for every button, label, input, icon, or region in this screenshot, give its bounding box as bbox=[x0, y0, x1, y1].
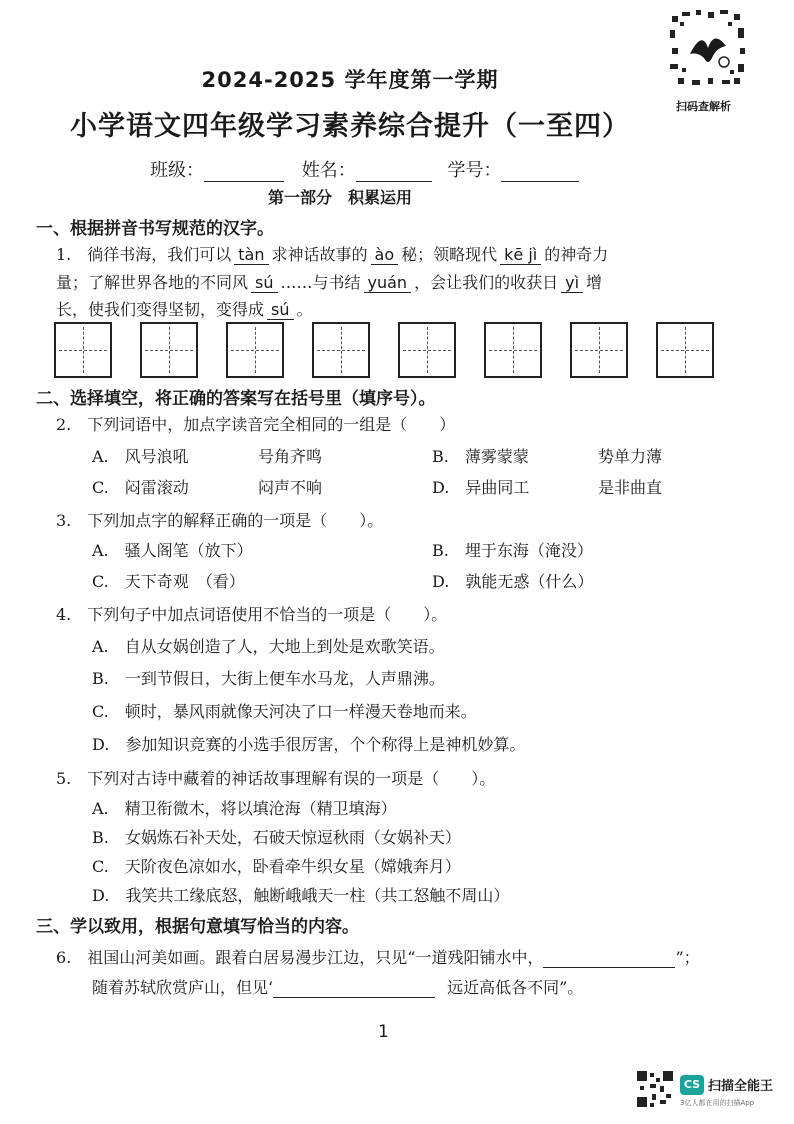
q3-option-b: B. 埋于东海（淹没） bbox=[432, 541, 593, 560]
pinyin-blank: sú bbox=[251, 273, 277, 293]
writing-box[interactable] bbox=[226, 322, 284, 378]
pinyin-blank: tàn bbox=[234, 245, 268, 265]
q2-option-b2: 势单力薄 bbox=[598, 447, 663, 466]
name-label: 姓名： bbox=[301, 160, 356, 181]
q1-text: 的神奇力 bbox=[544, 245, 609, 264]
q1-text: ……与书结 bbox=[280, 273, 361, 292]
id-label: 学号： bbox=[447, 160, 502, 181]
q4-option-a: A. 自从女娲创造了人，大地上到处是欢歌笑语。 bbox=[92, 637, 445, 656]
section-1-heading: 一、根据拼音书写规范的汉字。 bbox=[36, 219, 274, 239]
q6-text: 6. 祖国山河美如画。跟着白居易漫步江边，只见“一道残阳铺水中， bbox=[56, 948, 544, 967]
part-heading: 第一部分 积累运用 bbox=[267, 188, 412, 207]
q3-option-d: D. 孰能无惑（什么） bbox=[432, 572, 594, 591]
pinyin-blank: yì bbox=[561, 273, 583, 293]
q4-option-d: D. 参加知识竞赛的小选手很厉害，个个称得上是神机妙算。 bbox=[92, 735, 526, 754]
page-title: 小学语文四年级学习素养综合提升（一至四） bbox=[70, 111, 630, 142]
term-heading: 2024-2025 学年度第一学期 bbox=[201, 68, 499, 92]
q1-text: 求神话故事的 bbox=[271, 245, 368, 264]
writing-box[interactable] bbox=[484, 322, 542, 378]
q2-option-d1: D. 异曲同工 bbox=[432, 478, 530, 497]
writing-box[interactable] bbox=[398, 322, 456, 378]
section-3-heading: 三、学以致用，根据句意填写恰当的内容。 bbox=[36, 917, 359, 937]
q2-option-a2: 号角齐鸣 bbox=[258, 447, 323, 466]
q1-line-1 bbox=[56, 242, 608, 265]
q5-option-b: B. 女娲炼石补天处，石破天惊逗秋雨（女娲补天） bbox=[92, 828, 461, 847]
writing-box[interactable] bbox=[54, 322, 112, 378]
id-blank[interactable] bbox=[501, 181, 579, 182]
q1-text: 长，使我们变得坚韧，变得成 bbox=[56, 300, 265, 319]
q4-option-b: B. 一到节假日，大街上便车水马龙，人声鼎沸。 bbox=[92, 669, 445, 688]
scanner-app-name: 扫描全能王 bbox=[708, 1079, 774, 1094]
q6-answer-blank-2[interactable] bbox=[273, 979, 435, 998]
q1-line-2 bbox=[56, 270, 602, 293]
name-blank[interactable] bbox=[356, 181, 432, 182]
q1-text: 秘；领略现代 bbox=[401, 245, 498, 264]
writing-box[interactable] bbox=[570, 322, 628, 378]
q5-option-a: A. 精卫衔微木，将以填沧海（精卫填海） bbox=[92, 799, 397, 818]
q1-line-3 bbox=[56, 297, 313, 320]
q5-stem: 5. 下列对古诗中藏着的神话故事理解有误的一项是（ ）。 bbox=[56, 769, 496, 788]
q4-option-c: C. 顿时，暴风雨就像天河决了口一样漫天卷地而来。 bbox=[92, 702, 477, 721]
q6-text: 随着苏轼欣赏庐山，但见‘ bbox=[92, 978, 274, 997]
writing-box[interactable] bbox=[656, 322, 714, 378]
page-number: 1 bbox=[378, 1022, 389, 1042]
q6-text: ”； bbox=[675, 948, 700, 967]
q1-text: 。 bbox=[296, 300, 313, 319]
writing-box[interactable] bbox=[140, 322, 198, 378]
q3-option-a: A. 骚人阁笔（放下） bbox=[92, 541, 253, 560]
q6-answer-blank-1[interactable] bbox=[543, 949, 675, 968]
pinyin-blank: sú bbox=[267, 300, 293, 320]
q2-stem: 2. 下列词语中，加点字读音完全相同的一组是（ ） bbox=[56, 415, 456, 434]
q5-option-d: D. 我笑共工缘底怒，触断峨峨天一柱（共工怒触不周山） bbox=[92, 886, 510, 905]
q2-option-b1: B. 薄雾蒙蒙 bbox=[432, 447, 529, 466]
qr-caption: 扫码查解析 bbox=[676, 100, 731, 113]
q2-option-d2: 是非曲直 bbox=[598, 478, 663, 497]
q6-line-2 bbox=[92, 975, 583, 998]
q2-option-c1: C. 闷雷滚动 bbox=[92, 478, 189, 497]
q2-option-a1: A. 风号浪吼 bbox=[92, 447, 189, 466]
q1-text: 增 bbox=[586, 273, 603, 292]
pinyin-blank: kē jì bbox=[500, 245, 541, 265]
q3-stem: 3. 下列加点字的解释正确的一项是（ ）。 bbox=[56, 511, 384, 530]
class-label: 班级： bbox=[150, 160, 204, 181]
scanner-tagline: 3亿人都在用的扫描App bbox=[680, 1099, 755, 1107]
writing-box[interactable] bbox=[312, 322, 370, 378]
q2-option-c2: 闷声不响 bbox=[258, 478, 323, 497]
q1-text: 量；了解世界各地的不同风 bbox=[56, 273, 249, 292]
pinyin-blank: ào bbox=[371, 245, 399, 265]
q3-option-c: C. 天下奇观 （看） bbox=[92, 572, 245, 591]
q6-line-1 bbox=[56, 945, 700, 968]
class-blank[interactable] bbox=[204, 181, 284, 182]
app-qr-code-icon bbox=[636, 1070, 674, 1108]
q5-option-c: C. 天阶夜色凉如水，卧看牵牛织女星（嫦娥奔月） bbox=[92, 857, 461, 876]
pinyin-blank: yuán bbox=[364, 273, 412, 293]
student-info-row bbox=[150, 156, 579, 182]
q4-stem: 4. 下列句子中加点词语使用不恰当的一项是（ ）。 bbox=[56, 605, 448, 624]
q6-text: 远近高低各不同”。 bbox=[447, 978, 584, 997]
scanner-logo: CS bbox=[680, 1075, 704, 1095]
section-2-heading: 二、选择填空，将正确的答案写在括号里（填序号）。 bbox=[36, 389, 436, 409]
q1-text: ，会让我们的收获日 bbox=[414, 273, 559, 292]
q1-text: 1. 徜徉书海，我们可以 bbox=[56, 245, 232, 264]
